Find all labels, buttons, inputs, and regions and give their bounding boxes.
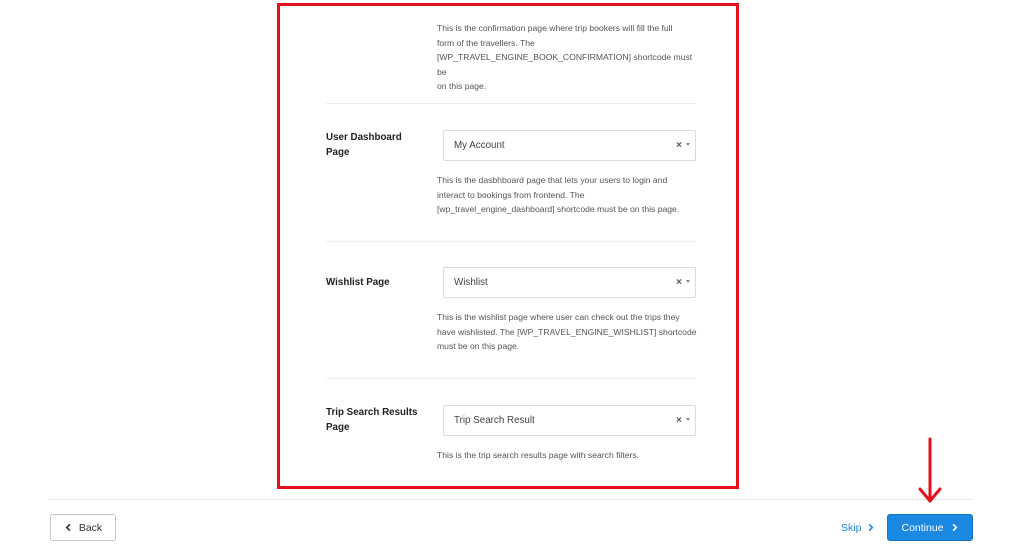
- section-divider: [326, 378, 696, 379]
- user-dashboard-page-label: [326, 130, 431, 160]
- label-line: Page: [326, 147, 350, 158]
- description-line: have wishlisted. The [WP_TRAVEL_ENGINE_WISHLIST] shortcode: [437, 326, 697, 337]
- description-line: must be on this page.: [437, 341, 520, 352]
- footer-divider: [49, 499, 973, 500]
- label-line: Wishlist Page: [326, 277, 390, 288]
- select-value: My Account: [454, 140, 505, 151]
- section-divider: [326, 241, 696, 242]
- skip-button-label: Skip: [841, 521, 862, 534]
- description-line: [WP_TRAVEL_ENGINE_BOOK_CONFIRMATION] shortcode must be: [437, 52, 693, 77]
- description-line: [wp_travel_engine_dashboard] shortcode must be on this page.: [437, 204, 680, 215]
- chevron-down-icon[interactable]: [686, 418, 690, 421]
- label-line: Trip Search Results: [326, 407, 418, 418]
- back-button[interactable]: [50, 514, 116, 541]
- down-arrow-icon: [918, 437, 942, 505]
- description-line: This is the wishlist page where user can check out the trips they: [437, 312, 680, 322]
- description-line: form of the travellers. The: [437, 37, 535, 48]
- description-line: interact to bookings from frontend. The: [437, 189, 585, 200]
- trip-search-results-page-select[interactable]: [443, 405, 696, 436]
- chevron-right-icon: [866, 523, 875, 532]
- chevron-down-icon[interactable]: [686, 143, 690, 146]
- clear-icon[interactable]: ×: [676, 277, 682, 288]
- description-line: This is the trip search results page with search filters.: [437, 450, 640, 460]
- user-dashboard-description: [437, 173, 699, 217]
- description-line: on this page.: [437, 81, 487, 92]
- wishlist-description: [437, 310, 699, 354]
- wishlist-page-select[interactable]: [443, 267, 696, 298]
- clear-icon[interactable]: ×: [676, 415, 682, 426]
- user-dashboard-page-select[interactable]: [443, 130, 696, 161]
- continue-button[interactable]: [887, 514, 973, 541]
- chevron-down-icon[interactable]: [686, 280, 690, 283]
- chevron-right-icon: [950, 523, 959, 532]
- label-line: User Dashboard: [326, 132, 402, 143]
- clear-icon[interactable]: ×: [676, 140, 682, 151]
- continue-button-label: Continue: [901, 521, 944, 534]
- chevron-left-icon: [64, 523, 73, 532]
- select-value: Trip Search Result: [454, 415, 535, 426]
- select-value: Wishlist: [454, 277, 488, 288]
- trip-search-results-description: [437, 448, 699, 463]
- wishlist-page-label: [326, 275, 431, 290]
- skip-button[interactable]: [841, 514, 875, 541]
- back-button-label: Back: [78, 521, 103, 534]
- description-line: This is the confirmation page where trip bookers will fill the full: [437, 23, 673, 33]
- confirmation-page-description: [437, 21, 699, 94]
- description-line: This is the dasbhboard page that lets your users to login and: [437, 175, 668, 185]
- trip-search-results-page-label: [326, 405, 431, 435]
- section-divider: [326, 103, 696, 104]
- label-line: Page: [326, 422, 350, 433]
